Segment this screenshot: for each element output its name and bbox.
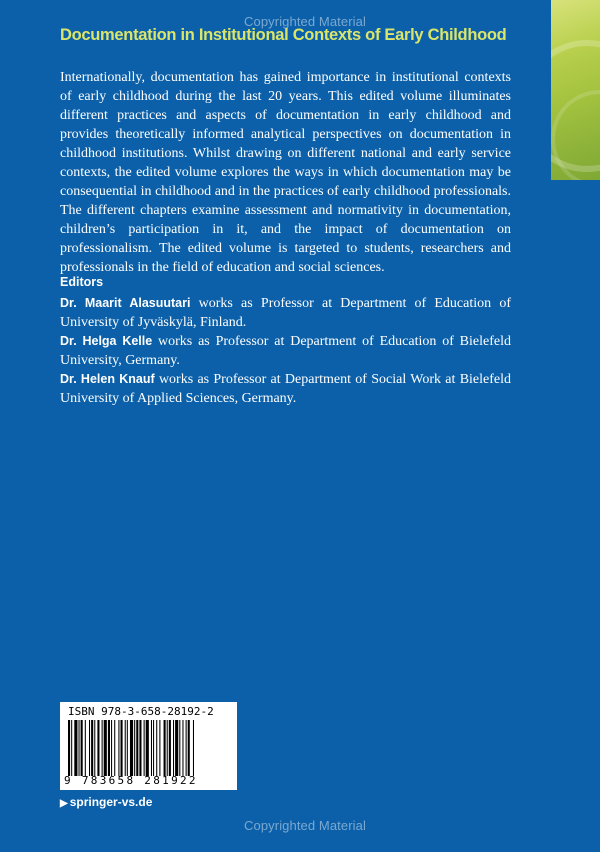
watermark-top: Copyrighted Material [244,14,366,29]
isbn-label: ISBN 978-3-658-28192-2 [68,705,214,718]
watermark-bottom: Copyrighted Material [244,818,366,833]
blurb-text: Internationally, documentation has gained importance in institutional contexts of early childhood during the last 20 years. This edited volume illuminates different practices and aspects of documentation in early childhood and provides theoretically informed analytical perspectives on documentation in childhood institutions. Whilst drawing on different national and early service contexts, the edited volume explores the ways in which documentation may be consequential in childhood and in the practices of early childhood professionals. The different chapters examine assessment and normativity in documentation, children’s participation in it, and the impact of documentation on professionalism. The edited volume is targeted to students, researchers and professionals in the field of education and social sciences. [60,70,511,275]
isbn-barcode [60,702,237,790]
editors-heading: Editors [60,275,104,289]
editor-entry [60,370,511,408]
editor-entry [60,294,511,332]
editor-bio: works as Professor at Department of Education of University of Jyväskylä, Finland. [60,296,511,330]
barcode-bars [68,720,230,776]
barcode-digits: 9 783658 281922 [64,774,198,787]
editor-name: Dr. Helga Kelle [60,334,153,348]
editor-entry [60,332,511,370]
editor-bio: works as Professor at Department of Education of Bielefeld University, Germany. [60,334,511,368]
editors-list [60,294,511,408]
editor-name: Dr. Helen Knauf [60,372,155,386]
cover-art-corner [551,0,600,180]
publisher-url-text: springer-vs.de [69,795,153,809]
book-blurb [60,68,511,277]
editor-bio: works as Professor at Department of Social Work at Bielefeld University of Applied Sciences, Germany. [60,372,512,406]
play-arrow-icon: ▶ [60,798,68,809]
editor-name: Dr. Maarit Alasuutari [60,296,191,310]
book-title: Documentation in Institutional Contexts of Early Childhood [60,26,507,44]
publisher-url[interactable] [60,795,152,809]
